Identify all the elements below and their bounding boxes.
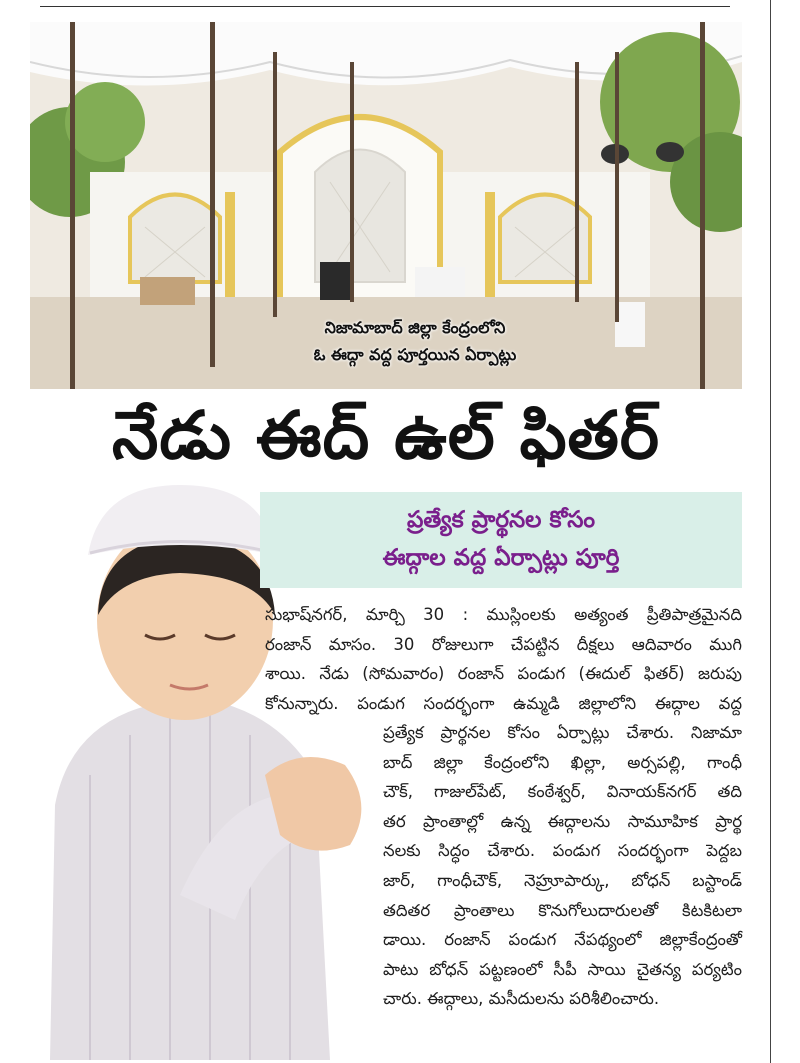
body-line: సుభాష్‌నగర్, మార్చి 30 : ముస్లింలకు అత్యంత ప్రీతిపాత్రమైనది xyxy=(265,605,742,624)
caption-line-2: ఓ ఈద్గా వద్ద పూర్తయిన ఏర్పాట్లు xyxy=(313,345,517,364)
body-line: పాటు బోధన్ పట్టణంలో సీపీ సాయి చైతన్య పర్యటిం xyxy=(383,959,742,979)
subheading-box xyxy=(260,492,742,588)
photo-caption xyxy=(265,314,565,368)
body-line: కోనున్నారు. పండుగ సందర్భంగా ఉమ్మడి జిల్లాలోని ఈద్గాల వద్ద xyxy=(265,693,742,713)
subheading-line-2: ఈద్గాల వద్ద ఏర్పాట్లు పూర్తి xyxy=(382,545,620,571)
body-line: డాయి. రంజాన్ పండుగ నేపథ్యంలో జిల్లాకేంద్రంతో xyxy=(383,930,742,950)
body-line: ప్రత్యేక ప్రార్థనల కోసం ఏర్పాట్లు చేశారు. నిజామా xyxy=(383,723,742,742)
body-line: బాద్ జిల్లా కేంద్రంలోని ఖిల్లా, అర్సపల్లి, గాంధీ xyxy=(383,752,742,772)
body-line: నలకు సిద్ధం చేశారు. పండుగ సందర్భంగా పెద్దబ xyxy=(383,841,742,861)
top-rule xyxy=(40,6,730,7)
caption-line-1: నిజామాబాద్ జిల్లా కేంద్రంలోని xyxy=(324,318,506,337)
body-line: రంజాన్ మాసం. 30 రోజులుగా చేపట్టిన దీక్షలు ఆదివారం ముగి xyxy=(265,634,742,654)
article-body-wide xyxy=(265,600,742,718)
subheading-line-1: ప్రత్యేక ప్రార్థనల కోసం xyxy=(406,507,596,533)
body-line: తర ప్రాంతాల్లో ఉన్న ఈద్గాలను సామూహిక ప్రార్థ xyxy=(383,811,742,831)
headline: నేడు ఈద్ ఉల్ ఫితర్ xyxy=(111,397,660,474)
article-body-narrow xyxy=(383,718,742,1014)
body-line: చౌక్, గాజుల్‌పేట్, కంఠేశ్వర్, వినాయక్‌నగర్ తది xyxy=(383,782,742,802)
body-line: చారు. ఈద్గాలు, మసీదులను పరిశీలించారు. xyxy=(383,989,660,1009)
body-line: జార్, గాంధీచౌక్, నెహ్రూపార్కు, బోధన్ బస్టాండ్ xyxy=(383,870,742,890)
column-rule xyxy=(770,0,771,1063)
body-line: శాయి. నేడు (సోమవారం) రంజాన్ పండుగ (ఈదుల్ ఫితర్) జరుపు xyxy=(265,664,742,684)
body-line: తదితర ప్రాంతాలు కొనుగోలుదారులతో కిటకిటలా xyxy=(383,900,742,920)
